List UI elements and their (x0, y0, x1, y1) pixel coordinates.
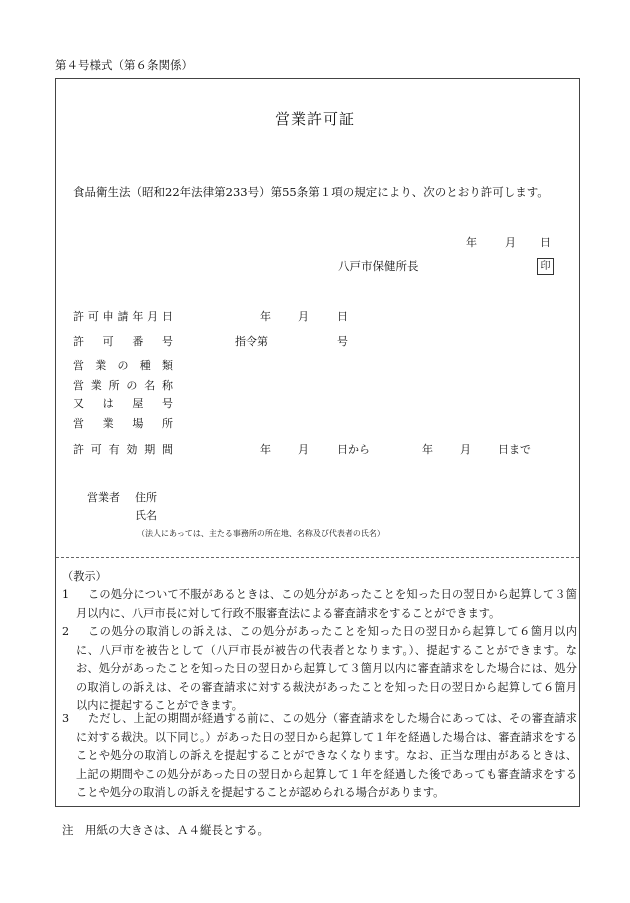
label-char: 号 (161, 397, 173, 410)
notice-item (62, 623, 577, 710)
validity-month-until: 月 (460, 443, 471, 456)
notice-item (62, 586, 577, 623)
label-business-name (73, 377, 173, 393)
label-char: 業 (95, 359, 107, 372)
label-char: 種 (139, 359, 151, 372)
label-char: 許 (73, 443, 84, 456)
label-validity (73, 441, 173, 457)
document-title: 営業許可証 (274, 110, 355, 128)
label-char: 営 (73, 417, 84, 430)
law-statement: 食品衛生法（昭和22年法律第233号）第55条第１項の規定により、次のとおり許可します。 (73, 185, 549, 199)
label-char: 年 (132, 310, 144, 323)
label-char: 有 (108, 443, 120, 456)
form-number: 第４号様式（第６条関係） (55, 58, 193, 72)
cut-line (56, 557, 579, 558)
label-char: 所 (108, 379, 120, 392)
label-char: 期 (144, 443, 156, 456)
label-trade-name (73, 395, 173, 411)
label-char: 号 (161, 335, 173, 348)
validity-from: 日から (337, 443, 370, 456)
label-char: 可 (90, 443, 102, 456)
notice-item-text: この処分について不服があるときは、この処分があったことを知った日の翌日から起算して３箇月以内に、八戸市長に対して行政不服審査法による審査請求をすることができます。 (76, 588, 577, 620)
validity-until: 日まで (498, 443, 531, 456)
label-char: 営 (73, 359, 84, 372)
operator-note: （法人にあっては、主たる事務所の所在地、名称及び代表者の氏名） (137, 529, 385, 538)
label-char: 間 (161, 443, 173, 456)
label-char: 場 (132, 417, 144, 430)
validity-year-from: 年 (260, 443, 271, 456)
label-char: 月 (147, 310, 159, 323)
label-char: 業 (102, 417, 114, 430)
issue-day: 日 (540, 236, 551, 249)
label-char: の (126, 379, 138, 392)
label-char: 番 (132, 335, 144, 348)
issue-month: 月 (505, 236, 516, 249)
label-char: 営 (73, 379, 84, 392)
footnote: 注 用紙の大きさは、Ａ４縦長とする。 (62, 823, 269, 837)
label-char: 又 (73, 397, 84, 410)
validity-year-until: 年 (422, 443, 433, 456)
label-application-date (73, 308, 173, 324)
label-char: 日 (161, 310, 173, 323)
operator-name: 氏名 (135, 509, 157, 522)
application-day: 日 (337, 310, 348, 323)
notice-item-number: 3 (62, 712, 70, 725)
label-char: 称 (161, 379, 173, 392)
label-char: 効 (126, 443, 138, 456)
label-char: 類 (162, 359, 173, 372)
application-month: 月 (298, 310, 309, 323)
label-char: 名 (144, 379, 156, 392)
notice-item-text: この処分の取消しの訴えは、この処分があったことを知った日の翌日から起算して６箇月以内に、八戸市を被告として（八戸市長が被告の代表者となります。）、提起することができます。なお、処分があったことを知った日の翌日から起算して３箇月以内に審査請求をした場合には、処分の取消しの訴えは、その審査請求に対する裁決があったことを知った日の翌日から起算して６箇月以内に提起することができます。 (76, 625, 577, 712)
validity-month-from: 月 (298, 443, 309, 456)
seal-stamp: 印 (537, 258, 554, 275)
notice-item-text: ただし、上記の期間が経過する前に、この処分（審査請求をした場合にあっては、その審査請求に対する裁決。以下同じ。）があった日の翌日から起算して１年を経過した場合は、審査請求をすることや処分の取消しの訴えを提起することができなくなります。なお、正当な理由があるときは、上記の期間やこの処分があった日の翌日から起算して１年を経過した後であっても審査請求をすることや処分の取消しの訴えを提起することが認められる場合があります。 (76, 712, 577, 799)
label-char: 許 (73, 335, 84, 348)
permit-number-prefix: 指令第 (235, 335, 268, 348)
notice-heading: （教示） (62, 570, 107, 583)
label-permit-number (73, 333, 173, 349)
permit-number-suffix: 号 (337, 335, 348, 348)
label-char: 可 (87, 310, 99, 323)
label-char: 請 (117, 310, 129, 323)
label-char: 業 (90, 379, 102, 392)
label-char: 屋 (132, 397, 144, 410)
label-business-type (73, 357, 173, 373)
label-char: は (102, 397, 114, 410)
label-char: 許 (73, 310, 84, 323)
application-year: 年 (260, 310, 271, 323)
label-char: の (117, 359, 129, 372)
notice-item (62, 710, 577, 800)
label-char: 可 (102, 335, 114, 348)
notice-item-number: 2 (62, 625, 70, 638)
label-business-place (73, 415, 173, 431)
issuer-name: 八戸市保健所長 (338, 259, 419, 273)
issue-year: 年 (466, 236, 477, 249)
notice-item-number: 1 (62, 588, 70, 601)
operator-address: 住所 (135, 491, 157, 504)
operator-label: 営業者 (87, 491, 120, 504)
label-char: 所 (161, 417, 173, 430)
label-char: 申 (102, 310, 114, 323)
